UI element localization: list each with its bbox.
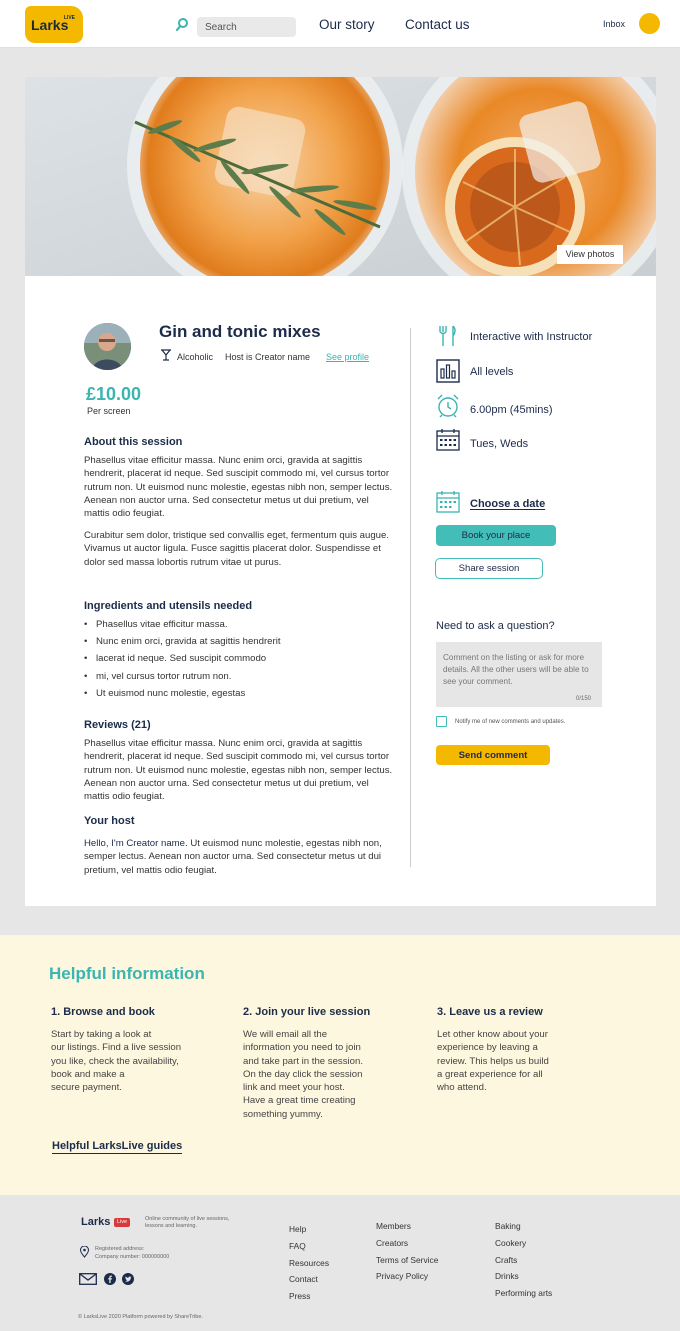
footer-link-privacy[interactable]: Privacy Policy — [376, 1271, 429, 1282]
footer-link-baking[interactable]: Baking — [495, 1221, 521, 1231]
footer-link-cookery[interactable]: Cookery — [495, 1237, 527, 1248]
footer-link-faq[interactable]: FAQ — [289, 1240, 306, 1251]
see-profile-link[interactable]: See profile — [326, 352, 370, 362]
step-1-text: Start by taking a look at our listings. Find a live session you like, check the availability, book and make a secure payment. — [51, 1029, 182, 1094]
book-place-button[interactable]: Book your place — [436, 525, 556, 546]
column-divider — [410, 328, 411, 867]
feature-days: Tues, Weds — [470, 438, 529, 450]
larks-logo[interactable] — [25, 6, 83, 43]
about-heading: About this session — [84, 436, 183, 448]
notify-checkbox[interactable] — [436, 716, 447, 727]
char-count: 0/150 — [576, 696, 592, 702]
footer-live-badge: Live — [114, 1218, 130, 1227]
listing-card — [25, 276, 656, 906]
list-item: • Phasellus vitae efficitur massa. — [84, 619, 384, 636]
footer-link-resources[interactable]: Resources — [289, 1257, 330, 1268]
footer-link-performing-arts[interactable]: Performing arts — [495, 1288, 553, 1299]
host-intro: Hello, I'm Creator name. — [84, 838, 188, 849]
feature-levels: All levels — [470, 366, 514, 378]
host-bio: Ut euismod nunc molestie, egestas nibh non, semper lectus. Aenean non auctor urna. Sed consectetur metus ut dui pretium, vel mattis odio feugiat. — [84, 838, 382, 876]
footer-link-crafts[interactable]: Crafts — [495, 1254, 518, 1265]
calendar-icon — [436, 428, 460, 452]
list-item: • Nunc enim orci, gravida at sagittis hendrerit — [84, 636, 384, 653]
footer-link-members[interactable]: Members — [376, 1221, 411, 1231]
user-avatar[interactable] — [639, 13, 660, 34]
copyright: © LarksLive 2020 Platform powered by ShareTribe. — [78, 1314, 203, 1320]
list-item: • lacerat id neque. Sed suscipit commodo — [84, 653, 384, 670]
price-note: Per screen — [87, 406, 131, 416]
footer-link-terms[interactable]: Terms of Service — [376, 1254, 439, 1265]
send-comment-button[interactable]: Send comment — [436, 745, 550, 765]
category-label: Alcoholic — [177, 352, 214, 362]
question-heading: Need to ask a question? — [436, 620, 555, 632]
ingredients-list — [84, 619, 384, 705]
email-icon[interactable] — [79, 1273, 97, 1285]
choose-date-link[interactable]: Choose a date — [470, 498, 546, 510]
footer-link-contact[interactable]: Contact — [289, 1274, 318, 1285]
footer-address: Registered address: Company number: 000000000 — [95, 1246, 170, 1260]
reviews-heading[interactable]: Reviews (21) — [84, 719, 151, 731]
feature-interactive: Interactive with Instructor — [470, 331, 593, 343]
reviews-text: Phasellus vitae efficitur massa. Nunc enim orci, gravida at sagittis hendrerit, placerat id neque. Sed suscipit commodo mi, vel cursus tortor rutrum non. Ut euismod nunc molestie, egestas nibh non, semper lectus. Aenean non auctor urna. Sed consectetur metus ut dui pretium, vel mattis odio feugiat. — [84, 738, 393, 803]
inbox-link[interactable]: Inbox — [603, 19, 626, 29]
step-1-title: 1. Browse and book — [51, 1006, 155, 1018]
footer-col-categories — [495, 1218, 552, 1302]
notify-label: Notify me of new comments and updates. — [455, 719, 566, 725]
search-icon[interactable] — [176, 18, 188, 31]
price: £10.00 — [86, 384, 142, 404]
cocktail-glass-icon — [160, 349, 172, 361]
host-heading: Your host — [84, 815, 135, 827]
calendar-picker-icon[interactable] — [436, 490, 460, 514]
footer-link-help[interactable]: Help — [289, 1224, 307, 1234]
host-label: Host is Creator name — [225, 352, 311, 362]
location-pin-icon — [80, 1246, 89, 1258]
step-2-title: 2. Join your live session — [243, 1006, 371, 1018]
ingredients-heading: Ingredients and utensils needed — [84, 600, 253, 612]
footer-tagline: Online community of live sessions, lessons and learning. — [145, 1216, 230, 1229]
levels-icon — [436, 359, 460, 383]
footer-col-members — [376, 1218, 438, 1285]
nav-our-story[interactable]: Our story — [319, 17, 375, 32]
facebook-icon[interactable] — [104, 1273, 116, 1285]
feature-time: 6.00pm (45mins) — [470, 404, 553, 416]
about-paragraph-2: Curabitur sem dolor, tristique sed convallis eget, fermentum quis augue. Vivamus ut auctor ligula. Fusce sagittis placerat dolor. Suspendisse et dolor sed massa lobortis rutrum vitae ut purus. — [84, 530, 390, 568]
listing-title: Gin and tonic mixes — [159, 322, 321, 341]
host-photo — [84, 323, 131, 370]
step-3-title: 3. Leave us a review — [437, 1006, 543, 1018]
step-3-text: Let other know about your experience by leaving a review. This helps us build a great experience for all who attend. — [437, 1029, 549, 1094]
list-item: • mi, vel cursus tortor rutrum non. — [84, 671, 384, 688]
host-avatar[interactable] — [84, 323, 131, 370]
site-header — [0, 0, 680, 48]
twitter-icon[interactable] — [122, 1273, 134, 1285]
search-input[interactable] — [197, 17, 296, 37]
list-item: • Ut euismod nunc molestie, egestas — [84, 688, 384, 705]
footer-link-press[interactable]: Press — [289, 1291, 311, 1302]
footer-link-drinks[interactable]: Drinks — [495, 1271, 519, 1282]
view-photos-button[interactable]: View photos — [557, 245, 623, 264]
footer-link-creators[interactable]: Creators — [376, 1237, 409, 1248]
host-paragraph — [84, 837, 394, 877]
helpful-info-heading: Helpful information — [49, 964, 205, 983]
alarm-clock-icon — [436, 394, 460, 418]
share-session-button[interactable]: Share session — [435, 558, 543, 579]
logo-text: Larks — [31, 17, 69, 33]
footer-col-help — [289, 1221, 329, 1305]
nav-contact-us[interactable]: Contact us — [405, 17, 470, 32]
footer-logo[interactable]: Larks — [81, 1216, 111, 1228]
about-paragraph-1: Phasellus vitae efficitur massa. Nunc enim orci, gravida at sagittis hendrerit, placerat id neque. Sed suscipit commodo mi, vel cursus tortor rutrum non. Ut euismod nunc molestie, egestas nibh non, semper lectus. Aenean non auctor urna. Sed consectetur metus ut dui pretium, vel mattis odio feugiat. — [84, 455, 393, 520]
logo-live-tag: LIVE — [63, 15, 75, 21]
guides-link[interactable]: Helpful LarksLive guides — [52, 1140, 183, 1152]
step-2-text: We will email all the information you need to join and take part in the session. On the day click the session link and meet your host. Have a great time creating something yummy. — [243, 1029, 363, 1120]
utensils-icon — [436, 324, 460, 348]
